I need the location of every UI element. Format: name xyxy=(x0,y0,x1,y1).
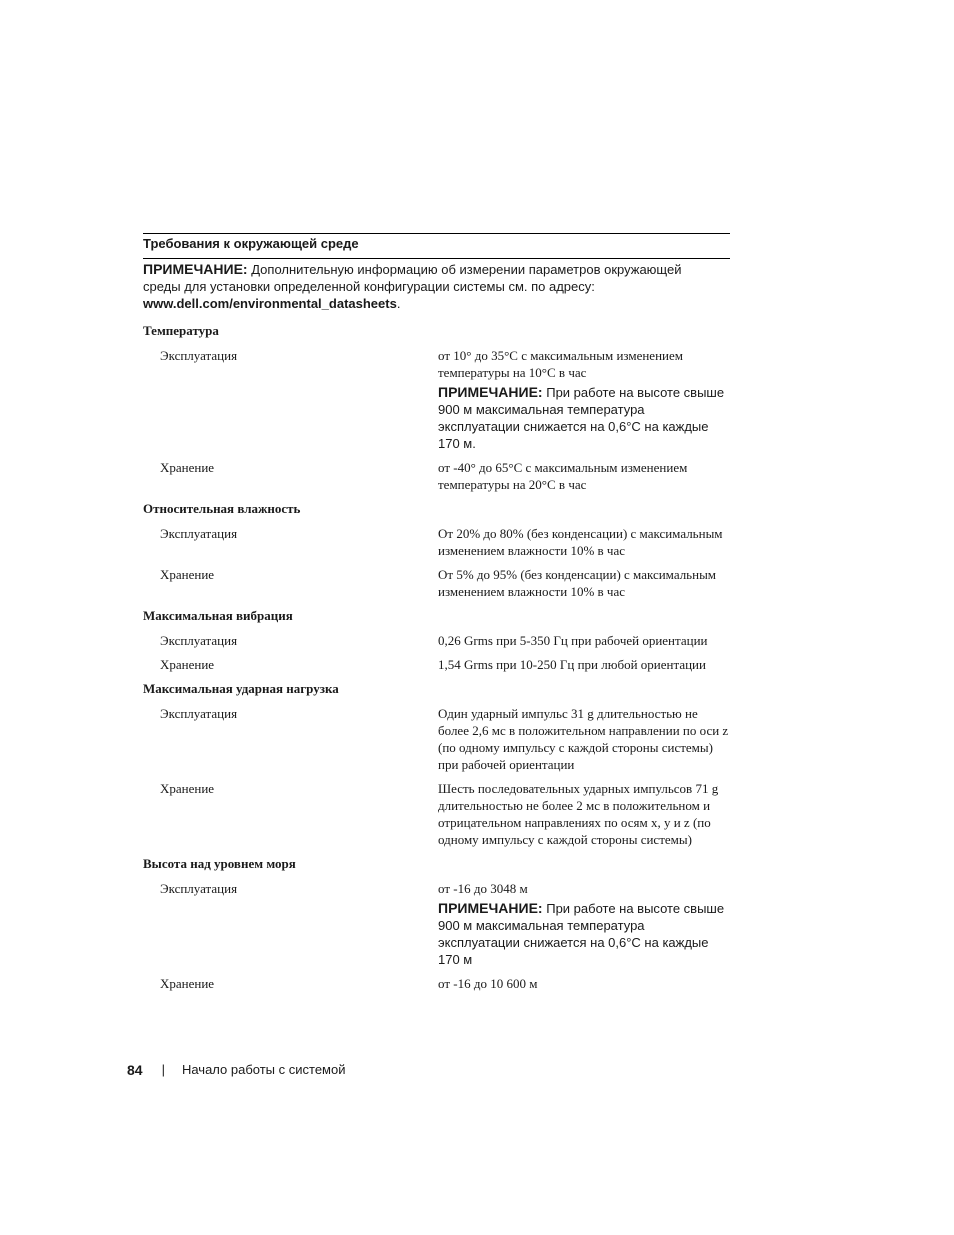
row-value: от -16 до 10 600 м xyxy=(438,976,538,991)
note-block xyxy=(143,259,730,318)
datasheets-link[interactable]: www.dell.com/environmental_datasheets xyxy=(143,296,397,311)
inline-note-text: При работе на высоте свыше 900 м максимальная температура эксплуатации снижается на 0,6°С на каждые 170 м. xyxy=(438,385,725,451)
inline-note-text: При работе на высоте свыше 900 м максимальная температура эксплуатации снижается на 0,6°С на каждые 170 м xyxy=(438,901,725,967)
row-value: от 10° до 35°С с максимальным изменением температуры на 10°С в час xyxy=(438,348,683,380)
table-row xyxy=(143,776,730,851)
row-label: Эксплуатация xyxy=(160,526,238,541)
table-row xyxy=(143,521,730,562)
section-humidity-title: Относительная влажность xyxy=(143,501,301,516)
table-row xyxy=(143,628,730,652)
table-row xyxy=(143,652,730,676)
page-number: 84 xyxy=(127,1062,143,1078)
row-label: Эксплуатация xyxy=(160,706,238,721)
row-value: От 20% до 80% (без конденсации) с максимальным изменением влажности 10% в час xyxy=(438,526,723,558)
section-shock-title: Максимальная ударная нагрузка xyxy=(143,681,339,696)
table-row xyxy=(143,343,730,455)
row-label: Эксплуатация xyxy=(160,633,238,648)
environment-table xyxy=(143,233,730,995)
row-value: от -40° до 65°С с максимальным изменением температуры на 20°С в час xyxy=(438,460,688,492)
row-value: От 5% до 95% (без конденсации) с максимальным изменением влажности 10% в час xyxy=(438,567,717,599)
row-value: Один ударный импульс 31 g длительностью не более 2,6 мс в положительном направлении по оси z (по одному импульсу с каждой стороны системы) при рабочей ориентации xyxy=(438,706,729,772)
section-temperature-title: Температура xyxy=(143,323,219,338)
table-row xyxy=(143,876,730,971)
chapter-title: Начало работы с системой xyxy=(181,1062,346,1077)
inline-note xyxy=(438,384,730,452)
row-label: Хранение xyxy=(160,460,215,475)
table-row xyxy=(143,971,730,995)
note-link-suffix: . xyxy=(396,296,401,311)
inline-note-label: ПРИМЕЧАНИЕ: xyxy=(438,900,543,916)
page-footer xyxy=(127,1061,345,1079)
row-label: Хранение xyxy=(160,976,215,991)
section-vibration-title: Максимальная вибрация xyxy=(143,608,293,623)
section-altitude-title: Высота над уровнем моря xyxy=(143,856,296,871)
row-value: 0,26 Grms при 5-350 Гц при рабочей ориентации xyxy=(438,633,708,648)
table-row xyxy=(143,701,730,776)
table-row xyxy=(143,455,730,496)
row-label: Хранение xyxy=(160,781,215,796)
row-value: 1,54 Grms при 10-250 Гц при любой ориентации xyxy=(438,657,706,672)
note-label: ПРИМЕЧАНИЕ: xyxy=(143,261,248,277)
row-value-cell xyxy=(438,347,730,452)
table-row xyxy=(143,562,730,603)
row-value: Шесть последовательных ударных импульсов 71 g длительностью не более 2 мс в положительном и отрицательном направлениях по осям x, y и z (по одному импульсу с каждой стороны системы) xyxy=(438,781,719,847)
row-label: Эксплуатация xyxy=(160,881,238,896)
table-title: Требования к окружающей среде xyxy=(143,236,359,251)
row-value: от -16 до 3048 м xyxy=(438,881,528,896)
row-label: Хранение xyxy=(160,567,215,582)
inline-note xyxy=(438,900,730,968)
note-text-line1: Дополнительную информацию об измерении параметров окружающей xyxy=(251,262,682,277)
row-label: Эксплуатация xyxy=(160,348,238,363)
inline-note-label: ПРИМЕЧАНИЕ: xyxy=(438,384,543,400)
footer-separator: | xyxy=(161,1062,165,1077)
note-text-line2: среды для установки определенной конфигурации системы см. по адресу: xyxy=(143,279,595,294)
row-value-cell xyxy=(438,880,730,968)
row-label: Хранение xyxy=(160,657,215,672)
